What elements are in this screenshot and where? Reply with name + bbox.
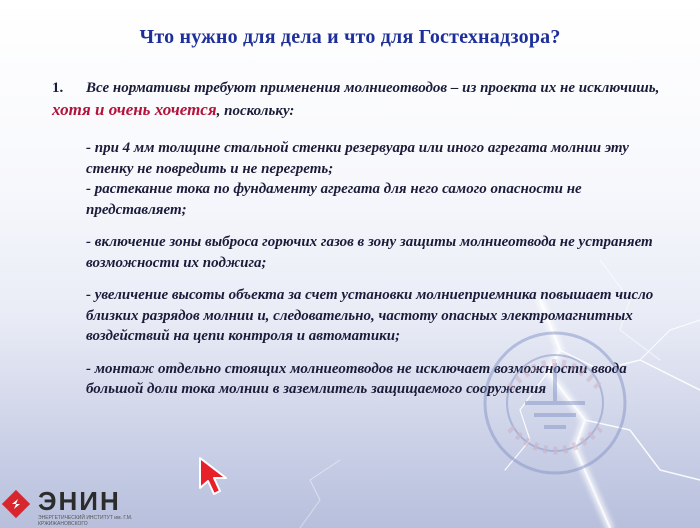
- intro-text-after: , поскольку:: [216, 103, 295, 119]
- intro-emphasis: хотя и очень хочется: [52, 100, 217, 119]
- list-number: 1.: [52, 80, 64, 96]
- intro-text-before: Все нормативы требуют применения молниеотводов – из проекта их не исключишь,: [86, 80, 660, 96]
- bullet-item: - монтаж отдельно стоящих молниеотводов не исключает возможности ввода большой доли тока молнии в заземлитель защищаемого сооружения: [86, 360, 627, 397]
- pointer-cursor-icon: [196, 456, 230, 496]
- grounding-seal: [470, 318, 640, 488]
- logo-text: ЭНИН: [38, 486, 121, 516]
- intro-paragraph: [52, 78, 682, 122]
- slide-title: Что нужно для дела и что для Гостехнадзора?: [139, 26, 561, 48]
- footer-logo: [0, 484, 160, 528]
- bullet-item: - включение зоны выброса горючих газов в зону защиты молниеотвода не устраняет возможности их поджига;: [86, 234, 653, 271]
- bullet-item: - увеличение высоты объекта за счет установки молниеприемника повышает число близких разрядов молнии и, следовательно, частоту опасных электромагнитных воздействий на цепи контроля и автоматики;: [86, 287, 654, 344]
- bullet-item: - растекание тока по фундаменту агрегата для него самого опасности не представляет;: [86, 181, 582, 218]
- enin-logo-icon: [2, 490, 30, 518]
- logo-subtitle: ЭНЕРГЕТИЧЕСКИЙ ИНСТИТУТ им. Г.М. КРЖИЖАНОВСКОГО: [38, 515, 133, 527]
- bullet-item: - при 4 мм толщине стальной стенки резервуара или иного агрегата молнии эту стенку не повредить и не перегреть;: [86, 140, 629, 177]
